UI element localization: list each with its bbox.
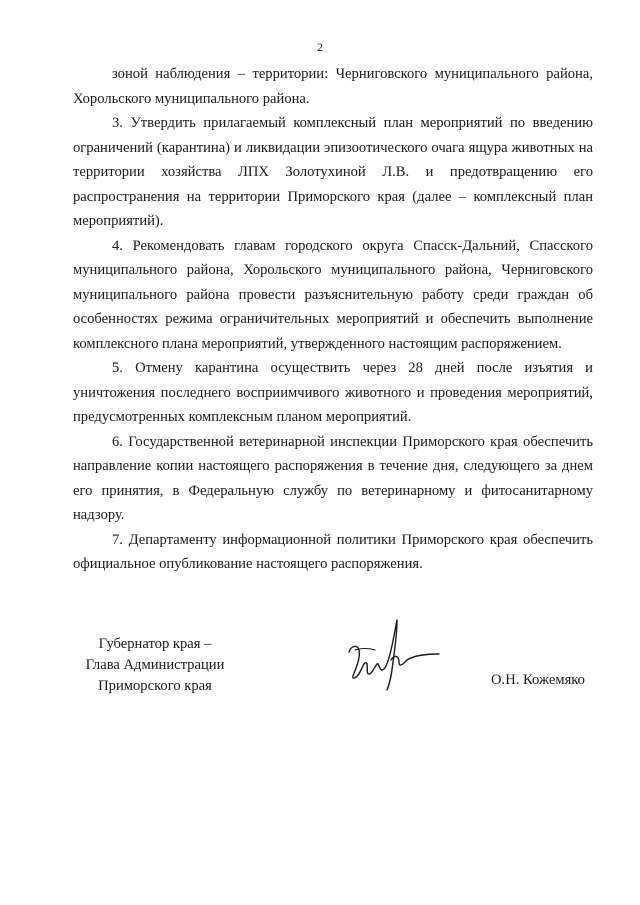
page-number: 2 (317, 40, 323, 54)
paragraph-item-5: 5. Отмену карантина осуществить через 28 дней после изъятия и уничтожения последнего восприимчивого животного и проведения мероприятий, предусмотренных комплексным планом мероприятий. (73, 360, 593, 425)
signatory-title-line: Приморского края (98, 678, 212, 694)
paragraph-observation-zone: зоной наблюдения – территории: Черниговского муниципального района, Хорольского муниципального района. (73, 66, 593, 107)
signatory-title (60, 634, 250, 697)
signature-block (0, 634, 640, 704)
paragraph-item-7: 7. Департаменту информационной политики Приморского края обеспечить официальное опубликование настоящего распоряжения. (73, 531, 593, 572)
paragraph-item-6: 6. Государственной ветеринарной инспекции Приморского края обеспечить направление копии настоящего распоряжения в течение дня, следующего за днем его принятия, в Федеральную службу по ветеринарному и фитосанитарному надзору. (73, 433, 593, 523)
paragraph-item-4: 4. Рекомендовать главам городского округа Спасск-Дальний, Спасского муниципального района, Хорольского муниципального района, Черниговского муниципального района провести разъяснительную работу среди граждан об особенностях режима ограничительных мероприятий и обеспечить выполнение комплексного плана мероприятий, утвержденного настоящим распоряжением. (73, 237, 593, 352)
handwritten-signature (335, 614, 445, 694)
document-body (73, 62, 593, 577)
signatory-name: О.Н. Кожемяко (491, 672, 585, 688)
paragraph-item-3: 3. Утвердить прилагаемый комплексный план мероприятий по введению ограничений (карантина) и ликвидации эпизоотического очага ящура животных на территории хозяйства ЛПХ Золотухиной Л.В. и предотвращению его распространения на территории Приморского края (далее – комплексный план мероприятий). (73, 115, 593, 229)
signatory-title-line: Губернатор края – (98, 636, 212, 652)
signatory-title-line: Глава Администрации (85, 657, 225, 673)
